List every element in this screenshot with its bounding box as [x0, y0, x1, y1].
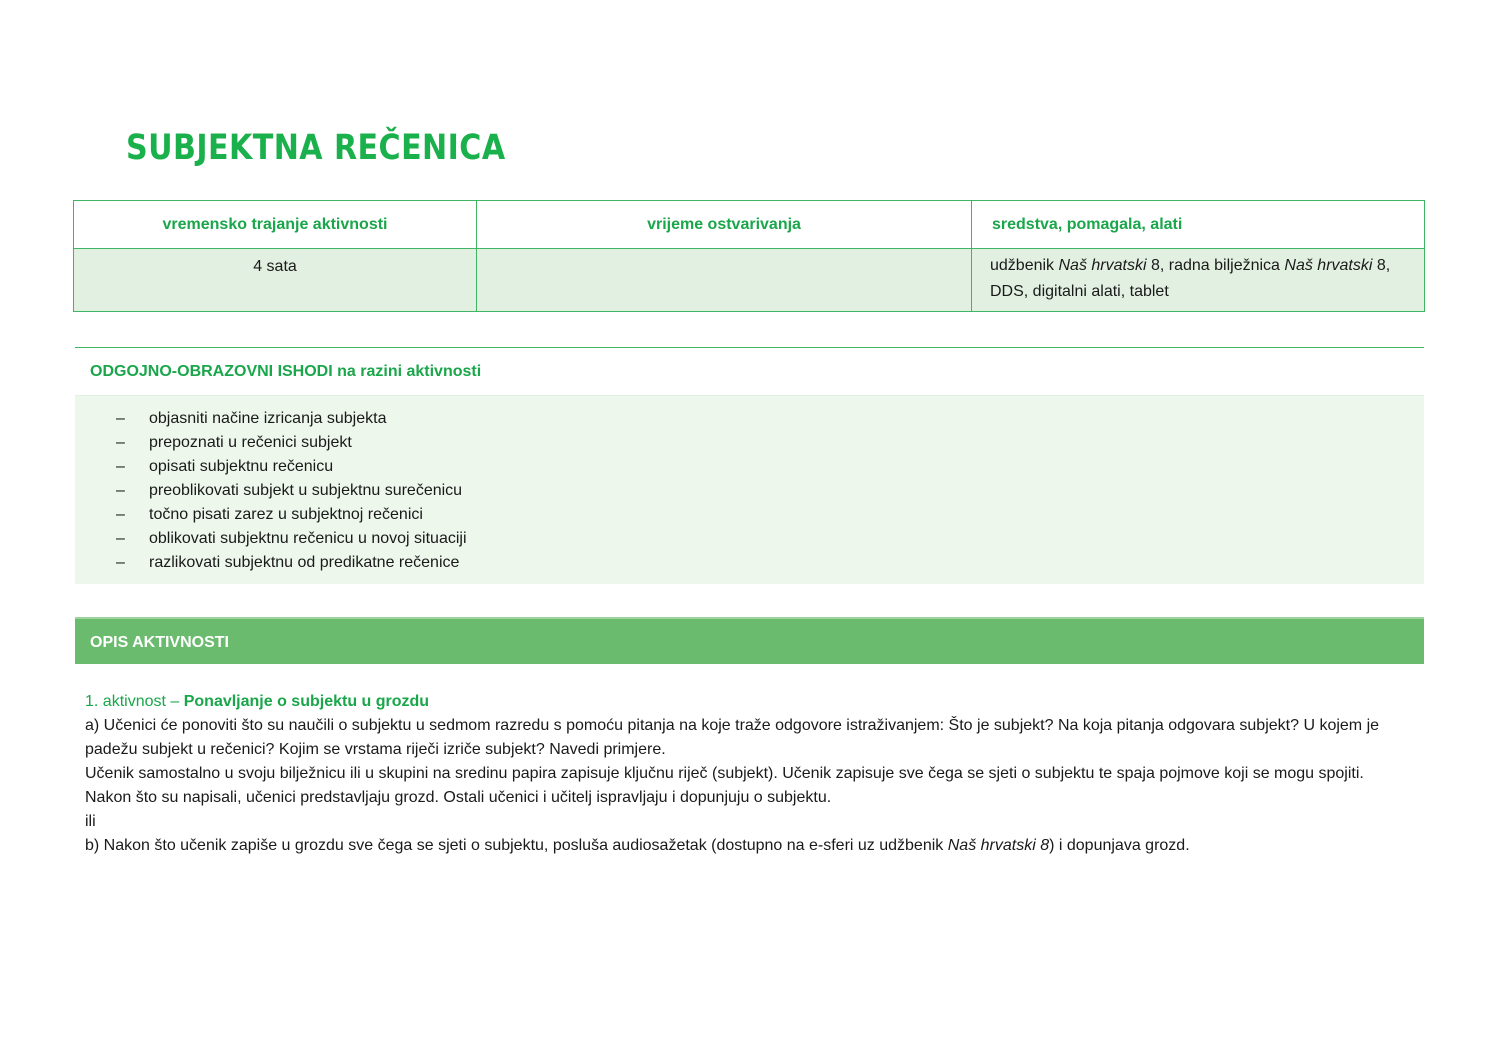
tools-text: 8, radna bilježnica [1146, 257, 1285, 274]
page-title: SUBJEKTNA REČENICA [126, 128, 506, 168]
header-time: vrijeme ostvarivanja [477, 201, 972, 249]
dash-bullet: – [116, 554, 125, 571]
table-header-row [74, 201, 1425, 249]
paragraph: Nakon što su napisali, učenici predstavljaju grozd. Ostali učenici i učitelj ispravljaju i dopunjuju o subjektu. [85, 789, 832, 806]
tools-text: 8, DDS, digitalni alati, tablet [990, 257, 1391, 300]
list-item: – opisati subjektnu rečenicu [75, 455, 1424, 479]
activity-section [85, 690, 1415, 858]
list-item: – točno pisati zarez u subjektnoj rečenici [75, 503, 1424, 527]
outcomes-heading: ODGOJNO-OBRAZOVNI ISHODI na razini aktivnosti [75, 347, 1424, 395]
dash-bullet: – [116, 530, 125, 547]
book-title: Naš hrvatski [1058, 257, 1147, 274]
cell-time [477, 249, 972, 312]
cell-duration: 4 sata [74, 249, 477, 312]
header-tools: sredstva, pomagala, alati [972, 201, 1425, 249]
paragraph: Učenik samostalno u svoju bilježnicu ili u skupini na sredinu papira zapisuje ključnu riječ (subjekt). Učenik zapisuje sve čega se sjeti o subjektu te spaja pojmove koji se mogu spojiti. [85, 765, 1364, 782]
dash-bullet: – [116, 410, 125, 427]
activity-number: 1. aktivnost – [85, 693, 184, 710]
activity-name: Ponavljanje o subjektu u grozdu [183, 693, 430, 710]
activity-title [85, 690, 1415, 714]
dash-bullet: – [116, 458, 125, 475]
dash-bullet: – [116, 482, 125, 499]
cell-tools [972, 249, 1425, 312]
or-text: ili [85, 813, 96, 830]
dash-bullet: – [116, 434, 125, 451]
dash-bullet: – [116, 506, 125, 523]
outcomes-list-box [75, 395, 1424, 584]
paragraph-b: b) Nakon što učenik zapiše u grozdu sve čega se sjeti o subjektu, posluša audiosažetak (dostupno na e-sferi uz udžbenik Naš hrvatski 8) i dopunjava grozd. [85, 837, 1190, 854]
list-item: – objasniti načine izricanja subjekta [75, 407, 1424, 431]
list-item: – razlikovati subjektnu od predikatne rečenice [75, 551, 1424, 575]
list-item: – oblikovati subjektnu rečenicu u novoj situaciji [75, 527, 1424, 551]
outcomes-section [75, 347, 1424, 584]
tools-text: udžbenik [990, 257, 1059, 274]
book-title: Naš hrvatski 8 [947, 837, 1050, 854]
header-duration: vremensko trajanje aktivnosti [74, 201, 477, 249]
description-heading: OPIS AKTIVNOSTI [75, 617, 1424, 664]
paragraph-a: a) Učenici će ponoviti što su naučili o subjektu u sedmom razredu s pomoću pitanja na koje traže odgovore istraživanjem: Što je subjekt? Na koja pitanja odgovara subjekt? U kojem je padežu subjekt u rečenici? Kojim se vrstama riječi izriče subjekt? Navedi primjere. [85, 717, 1380, 758]
outcomes-list [75, 407, 1424, 575]
book-title: Naš hrvatski [1284, 257, 1373, 274]
list-item: – preoblikovati subjekt u subjektnu surečenicu [75, 479, 1424, 503]
activity-meta-table [73, 200, 1425, 312]
list-item: – prepoznati u rečenici subjekt [75, 431, 1424, 455]
table-row [74, 249, 1425, 312]
